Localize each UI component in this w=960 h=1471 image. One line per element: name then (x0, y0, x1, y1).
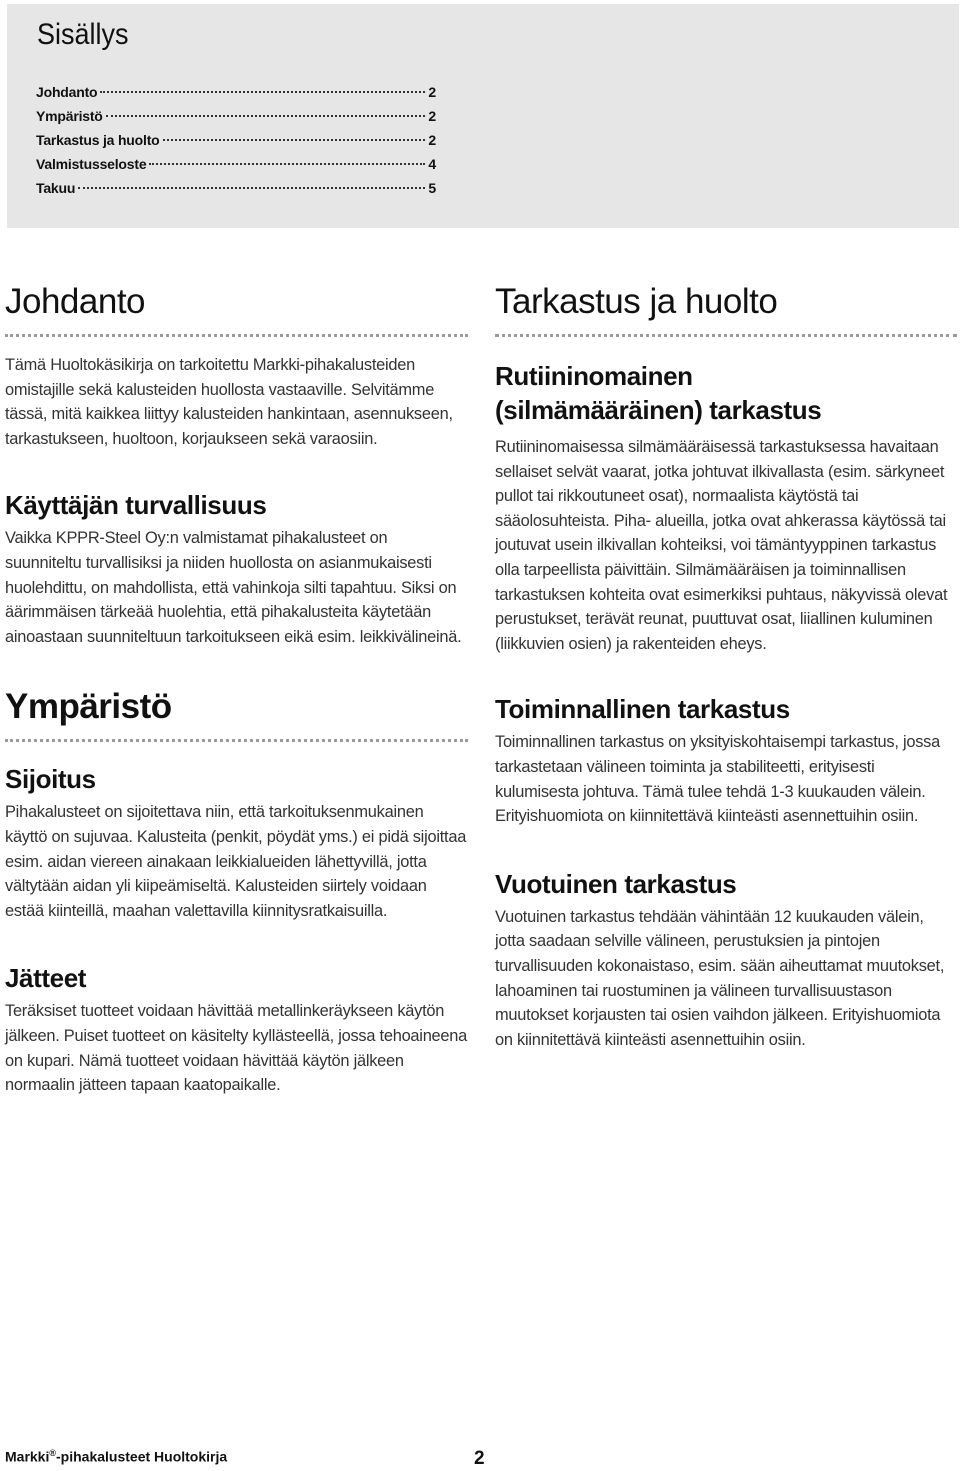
toc-list (36, 84, 436, 204)
heading-sijoitus: Sijoitus (5, 764, 96, 795)
toc-leader-dots (78, 187, 425, 189)
toc-item-page: 2 (428, 132, 436, 148)
paragraph-sijoitus: Pihakalusteet on sijoitettava niin, että tarkoituksenmukainen käyttö on sujuvaa. Kalusteita (penkit, pöydät yms.) ei pidä sijoittaa esim. aidan viereen ainakaan leikkialueiden lähettyvillä, jotta vältytään aidan yli kiipeämiseltä. Kalusteiden siirtely voidaan estää kiinteillä, maahan valettavilla kiinnitysratkaisuilla. (5, 803, 467, 920)
toc-item-valmistusseloste[interactable] (36, 156, 436, 180)
heading-jatteet: Jätteet (5, 963, 87, 994)
toc-item-page: 2 (428, 108, 436, 124)
toc-title: Sisällys (37, 18, 129, 51)
page-number: 2 (474, 1448, 485, 1469)
toc-leader-dots (106, 115, 426, 117)
section-toiminnallinen-tarkastus (495, 692, 957, 828)
toc-item-label: Tarkastus ja huolto (36, 132, 160, 148)
section-kayttajan-turvallisuus (5, 488, 468, 649)
footer-brand: Markki (5, 1448, 50, 1465)
toc-item-label: Johdanto (36, 84, 98, 100)
toc-item-page: 4 (428, 156, 436, 172)
paragraph-toiminnallinen: Toiminnallinen tarkastus on yksityiskohtaisempi tarkastus, jossa tarkastetaan välineen toiminta ja stabiliteetti, erityisesti kulumisesta johtuva. Tämä tulee tehdä 1-3 kuukauden välein. Erityishuomiota on kiinnitettävä kiinteästi asennettuihin osiin. (495, 733, 940, 826)
paragraph-rutiininomainen: Rutiininomaisessa silmämääräisessä tarkastuksessa havaitaan sellaiset selvät vaarat, jotka johtuvat ilkivallasta (esim. särkyneet pullot tai rikkoutuneet osat), normaalista käytöstä tai sääolosuhteista. Piha- alueilla, jotka ovat ahkerassa käytössä tai joutuvat usein ilkivallan kohteiksi, voi tämäntyyppinen tarkastus olla tarpeellista päivittäin. Silmämääräisen ja toiminnallisen tarkastuksen kohteita ovat esimerkiksi puhtaus, näkyvissä olevat perustukset, terävät reunat, puuttuvat osat, liiallinen kuluminen (liikkuvien osien) ja rakenteiden eheys. (495, 438, 948, 653)
heading-toiminnallinen-tarkastus: Toiminnallinen tarkastus (495, 694, 790, 725)
section-rutiininomainen-tarkastus (495, 359, 957, 656)
paragraph-jatteet: Teräksiset tuotteet voidaan hävittää metallinkeräykseen käytön jälkeen. Puiset tuotteet on käsitelty kyllästeellä, jossa tehoaineena on kupari. Nämä tuotteet voidaan hävittää käytön jälkeen normaalin jätteen tapaan kaatopaikalle. (5, 1002, 468, 1095)
heading-rutiininomainen-line2: (silmämääräinen) tarkastus (495, 395, 822, 425)
section-ymparisto (5, 685, 468, 742)
toc-item-ymparisto[interactable] (36, 108, 436, 132)
footer-document-title (5, 1448, 227, 1465)
heading-rutiininomainen-line1: Rutiininomainen (495, 361, 693, 391)
registered-mark: ® (49, 1448, 56, 1458)
toc-item-label: Ympäristö (36, 108, 103, 124)
heading-johdanto: Johdanto (5, 280, 468, 337)
toc-leader-dots (100, 91, 425, 93)
toc-item-page: 5 (428, 180, 436, 196)
toc-item-label: Valmistusseloste (36, 156, 147, 172)
toc-item-takuu[interactable] (36, 180, 436, 204)
section-vuotuinen-tarkastus (495, 867, 957, 1053)
toc-leader-dots (149, 163, 425, 165)
toc-item-johdanto[interactable] (36, 84, 436, 108)
section-johdanto (5, 280, 468, 451)
toc-item-tarkastus-ja-huolto[interactable] (36, 132, 436, 156)
right-column (495, 280, 957, 1052)
heading-vuotuinen-tarkastus: Vuotuinen tarkastus (495, 868, 737, 899)
toc-item-page: 2 (428, 84, 436, 100)
paragraph-vuotuinen: Vuotuinen tarkastus tehdään vähintään 12 kuukauden välein, jotta saadaan selville välineen, perustuksien ja pintojen turvallisuuden kokonaistaso, esim. sään aiheuttamat muutokset, lahoaminen tai ruostuminen ja välineen turvallisuustason muutokset korjausten tai osien vaihdon jälkeen. Erityishuomiota on kiinnitettävä kiinteästi asennettuihin osiin. (495, 907, 945, 1049)
toc-leader-dots (163, 139, 426, 141)
table-of-contents (7, 4, 959, 228)
heading-kayttajan-turvallisuus: Käyttäjän turvallisuus (5, 490, 267, 521)
heading-ymparisto: Ympäristö (5, 685, 468, 742)
paragraph-kayttajan-turvallisuus: Vaikka KPPR-Steel Oy:n valmistamat pihakalusteet on suunniteltu turvallisiksi ja niiden huollosta on asianmukaisesti huolehdittu, on mahdollista, että vahinkoja silti tapahtuu. Siksi on äärimmäisen tärkeää huolehtia, että pihakalusteita käytetään ainoastaan suunniteltuun tarkoitukseen eikä esim. leikkivälineinä. (5, 529, 462, 646)
section-tarkastus-ja-huolto (495, 280, 957, 337)
footer-title-rest: -pihakalusteet Huoltokirja (56, 1448, 228, 1465)
toc-item-label: Takuu (36, 180, 76, 196)
heading-tarkastus-ja-huolto: Tarkastus ja huolto (495, 280, 957, 337)
section-jatteet (5, 961, 468, 1097)
left-column (5, 280, 468, 1098)
paragraph-johdanto: Tämä Huoltokäsikirja on tarkoitettu Markki-pihakalusteiden omistajille sekä kalusteiden huollosta vastaaville. Selvitämme tässä, mitä kaikkea liittyy kalusteiden hankintaan, asennukseen, tarkastukseen, huoltoon, korjaukseen sekä varaosiin. (5, 356, 453, 448)
section-sijoitus (5, 762, 468, 923)
